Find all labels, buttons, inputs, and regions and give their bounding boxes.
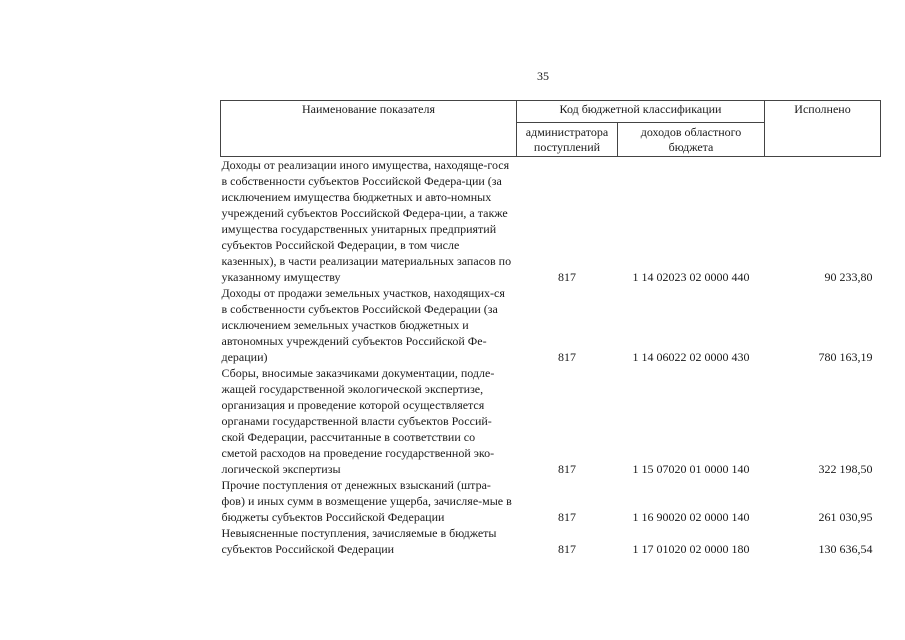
row-amount: 90 233,80 bbox=[824, 270, 873, 284]
revenue-table bbox=[220, 100, 881, 557]
table-row bbox=[221, 157, 881, 286]
row-budget-code: 1 14 06022 02 0000 430 bbox=[632, 350, 750, 364]
row-admin-code: 817 bbox=[558, 270, 576, 284]
row-budget-code: 1 17 01020 02 0000 180 bbox=[632, 542, 750, 556]
row-amount: 130 636,54 bbox=[818, 542, 873, 556]
table-row bbox=[221, 477, 881, 525]
header-budget-code: Код бюджетной классификации bbox=[517, 101, 765, 123]
row-amount: 261 030,95 bbox=[818, 510, 873, 524]
header-executed: Исполнено bbox=[765, 101, 881, 157]
header-administrator: администратора поступлений bbox=[517, 123, 618, 157]
row-admin-code: 817 bbox=[558, 350, 576, 364]
table-row bbox=[221, 525, 881, 557]
row-admin-code: 817 bbox=[558, 462, 576, 476]
row-name: Доходы от продажи земельных участков, находящих-ся в собственности субъектов Российской Федерации (за исключением земельных участков бюджетных и автономных учреждений субъектов Российской Фе-дерации) bbox=[221, 286, 505, 364]
table-row bbox=[221, 285, 881, 365]
row-name: Невыясненные поступления, зачисляемые в бюджеты субъектов Российской Федерации bbox=[221, 526, 497, 556]
row-budget-code: 1 15 07020 01 0000 140 bbox=[632, 462, 750, 476]
page-number: 35 bbox=[537, 69, 549, 83]
row-name: Прочие поступления от денежных взысканий (штра-фов) и иных сумм в возмещение ущерба, зачисляе-мые в бюджеты субъектов Российской Федерации bbox=[221, 478, 512, 524]
table-row bbox=[221, 365, 881, 477]
row-admin-code: 817 bbox=[558, 510, 576, 524]
header-regional-income: доходов областного бюджета bbox=[618, 123, 765, 157]
header-indicator-name: Наименование показателя bbox=[221, 101, 517, 157]
row-admin-code: 817 bbox=[558, 542, 576, 556]
row-name: Доходы от реализации иного имущества, находяще-гося в собственности субъектов Российской Федера-ции (за исключением имущества бюджетных и авто-номных учреждений субъектов Российской Федера-ции, а также имущества государственных унитарных предприятий субъектов Российской Федерации, в том числе казенных), в части реализации материальных запасов по указанному имуществу bbox=[221, 158, 512, 284]
row-name: Сборы, вносимые заказчиками документации, подле-жащей государственной экологической экспертизе, организация и проведение которой осуществляется органами государственной власти субъектов Россий-ской Федерации, рассчитанные в соответствии со сметой расходов на проведение государственной эко-логической экспертизы bbox=[221, 366, 495, 476]
row-budget-code: 1 16 90020 02 0000 140 bbox=[632, 510, 750, 524]
table-header-row bbox=[221, 101, 881, 123]
row-budget-code: 1 14 02023 02 0000 440 bbox=[632, 270, 750, 284]
row-amount: 780 163,19 bbox=[818, 350, 873, 364]
row-amount: 322 198,50 bbox=[818, 462, 873, 476]
